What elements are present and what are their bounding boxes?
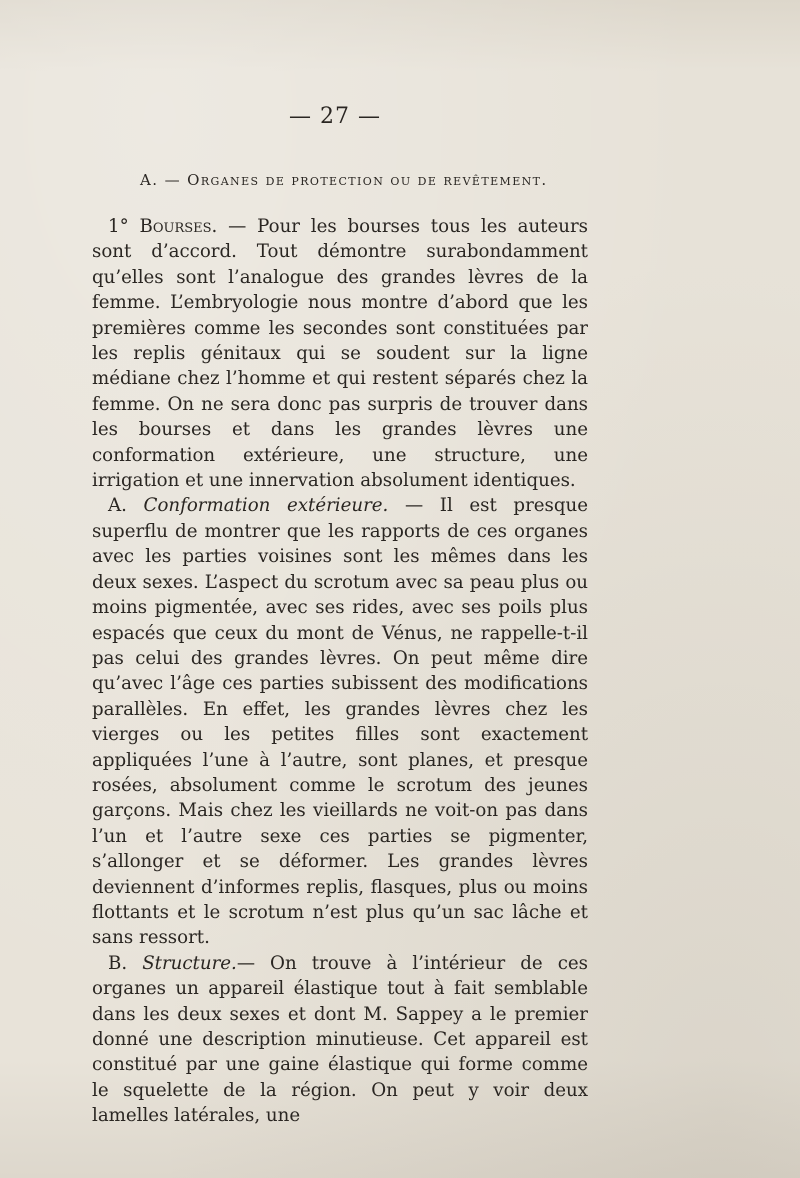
paragraph-prefix: B. (108, 952, 143, 974)
paragraph-lead: 1° Bourses. (108, 216, 218, 237)
paragraph-text: — Pour les bourses tous les auteurs sont d’accord. Tout démontre surabondamment qu’elles sont l’analogue des grandes lèvres de la femme. L’embryologie nous montre d’abord que les premières comme les secondes sont constituées par les replis génitaux qui se soudent sur la ligne médiane chez l’homme et qui restent séparés chez la femme. On ne sera donc pas surpris de trouver dans les bourses et dans les grandes lèvres une conformation extérieure, une structure, une irrigation et une innervation absolument identiques. (92, 216, 588, 492)
section-heading: A. — Organes de protection ou de revêtement. (140, 171, 548, 189)
page-number: — 27 — (289, 104, 381, 129)
paragraph-conformation (92, 493, 588, 950)
paragraph-text: — Il est presque superflu de montrer que les rapports de ces organes avec les parties voisines sont les mêmes dans les deux sexes. L’aspect du scrotum avec sa peau plus ou moins pigmentée, avec ses rides, avec ses poils plus espacés que ceux du mont de Vénus, ne rappelle-t-il pas celui des grandes lèvres. On peut même dire qu’avec l’âge ces parties subissent des modifications parallèles. En effet, les grandes lèvres chez les vierges ou les petites filles sont exactement appliquées l’une à l’autre, sont planes, et presque rosées, absolument comme le scrotum des jeunes garçons. Mais chez les vieillards ne voit-on pas dans l’un et l’autre sexe ces parties se pigmenter, s’allonger et se déformer. Les grandes lèvres deviennent d’informes replis, flasques, plus ou moins flottants et le scrotum n’est plus qu’un sac lâche et sans ressort. (92, 495, 588, 949)
paragraph-text: — On trouve à l’intérieur de ces organes un appareil élastique tout à fait semblable dans les deux sexes et dont M. Sappey a le premier donné une description minutieuse. Cet appareil est constitué par une gaine élastique qui forme comme le squelette de la région. On peut y voir deux lamelles latérales, une (92, 952, 588, 1127)
paragraph-lead: Structure. (142, 952, 237, 974)
paragraph-bourses (92, 214, 588, 493)
paragraph-prefix: A. (108, 495, 144, 517)
paragraph-structure (92, 951, 588, 1129)
paragraph-lead: Conformation extérieure. (143, 495, 389, 517)
body-text (92, 214, 588, 1129)
